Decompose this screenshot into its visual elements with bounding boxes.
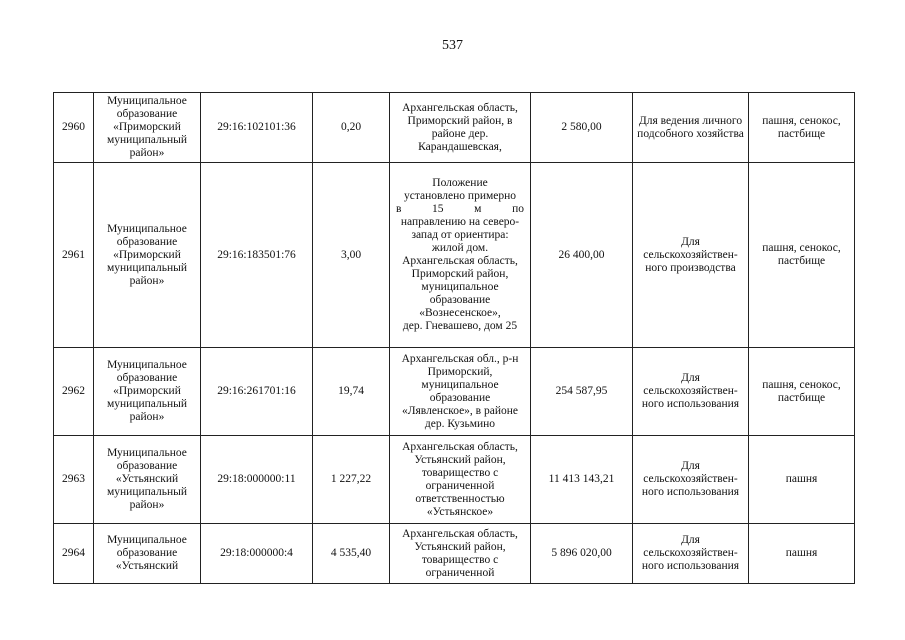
location-line: ответственностью	[415, 492, 505, 505]
price-cell: 254 587,95	[531, 348, 633, 436]
land-type-cell: пашня, сенокос, пастбище	[749, 348, 855, 436]
location-line: Архангельская область,	[402, 440, 518, 453]
location-line: муниципальное	[421, 378, 499, 391]
price-cell: 2 580,00	[531, 93, 633, 163]
row-number: 2964	[54, 524, 94, 584]
location-line: Архангельская обл., р-н	[401, 352, 519, 365]
location-line: товарищество с	[421, 466, 499, 479]
location-line: ограниченной	[425, 479, 495, 492]
purpose-cell: Для сельскохозяйствен-ного использования	[633, 524, 749, 584]
location-line: Архангельская область,	[402, 527, 518, 540]
area-cell: 3,00	[313, 163, 390, 348]
location-line: Приморский район, в	[407, 114, 513, 127]
cadastral-number-cell: 29:18:000000:11	[201, 436, 313, 524]
purpose-cell: Для сельскохозяйствен-ного использования	[633, 348, 749, 436]
location-line: Устьянский район,	[414, 453, 506, 466]
owner-cell: Муниципальное образование «Устьянский	[94, 524, 201, 584]
row-number: 2961	[54, 163, 94, 348]
location-line: образование	[429, 391, 491, 404]
location-line: «Вознесенское»,	[419, 307, 501, 319]
location-line: ограниченной	[425, 566, 495, 579]
location-line: жилой дом.	[431, 242, 489, 254]
location-line: установлено примерно	[403, 190, 517, 202]
location-line: дер. Гневашево, дом 25	[402, 320, 518, 332]
owner-cell: Муниципальное образование «Приморский муниципальный район»	[94, 163, 201, 348]
table-row	[54, 524, 855, 584]
cadastral-number-cell: 29:16:102101:36	[201, 93, 313, 163]
location-line: «Лявленское», в районе	[401, 404, 519, 417]
location-line: муниципальное	[421, 281, 499, 293]
table-row	[54, 436, 855, 524]
location-line: дер. Кузьмино	[424, 417, 496, 430]
land-type-cell: пашня	[749, 524, 855, 584]
location-line: Приморский,	[427, 365, 493, 378]
location-line: направлению на северо-	[400, 216, 520, 228]
cadastral-number-cell: 29:18:000000:4	[201, 524, 313, 584]
location-line: Положение	[432, 177, 488, 189]
location-cell	[390, 163, 531, 348]
location-cell	[390, 93, 531, 163]
price-cell: 5 896 020,00	[531, 524, 633, 584]
location-line: в 15 м по	[396, 203, 524, 215]
land-type-cell: пашня, сенокос, пастбище	[749, 93, 855, 163]
location-line: Архангельская область,	[402, 101, 518, 114]
purpose-cell: Для ведения личного подсобного хозяйства	[633, 93, 749, 163]
area-cell: 0,20	[313, 93, 390, 163]
land-type-cell: пашня, сенокос, пастбище	[749, 163, 855, 348]
location-line: Карандашевская,	[418, 140, 502, 153]
location-line: Приморский район,	[411, 268, 509, 280]
price-cell: 26 400,00	[531, 163, 633, 348]
owner-cell: Муниципальное образование «Приморский муниципальный район»	[94, 348, 201, 436]
purpose-cell: Для сельскохозяйствен-ного использования	[633, 436, 749, 524]
owner-cell: Муниципальное образование «Устьянский муниципальный район»	[94, 436, 201, 524]
land-plots-table	[53, 92, 855, 584]
location-line: товарищество с	[421, 553, 499, 566]
table-row	[54, 163, 855, 348]
location-cell	[390, 436, 531, 524]
location-line: Устьянский район,	[414, 540, 506, 553]
row-number: 2963	[54, 436, 94, 524]
page-number: 537	[442, 38, 463, 53]
location-cell	[390, 348, 531, 436]
area-cell: 19,74	[313, 348, 390, 436]
owner-cell: Муниципальное образование «Приморский муниципальный район»	[94, 93, 201, 163]
purpose-cell: Для сельскохозяйствен-ного производства	[633, 163, 749, 348]
table-row	[54, 93, 855, 163]
location-line: районе дер.	[431, 127, 489, 140]
table-row	[54, 348, 855, 436]
area-cell: 4 535,40	[313, 524, 390, 584]
location-cell	[390, 524, 531, 584]
location-line: запад от ориентира:	[411, 229, 509, 241]
cadastral-number-cell: 29:16:261701:16	[201, 348, 313, 436]
area-cell: 1 227,22	[313, 436, 390, 524]
location-line: образование	[429, 294, 491, 306]
location-line: «Устьянское»	[426, 505, 494, 518]
cadastral-number-cell: 29:16:183501:76	[201, 163, 313, 348]
land-type-cell: пашня	[749, 436, 855, 524]
row-number: 2962	[54, 348, 94, 436]
price-cell: 11 413 143,21	[531, 436, 633, 524]
location-line: Архангельская область,	[402, 255, 518, 267]
row-number: 2960	[54, 93, 94, 163]
